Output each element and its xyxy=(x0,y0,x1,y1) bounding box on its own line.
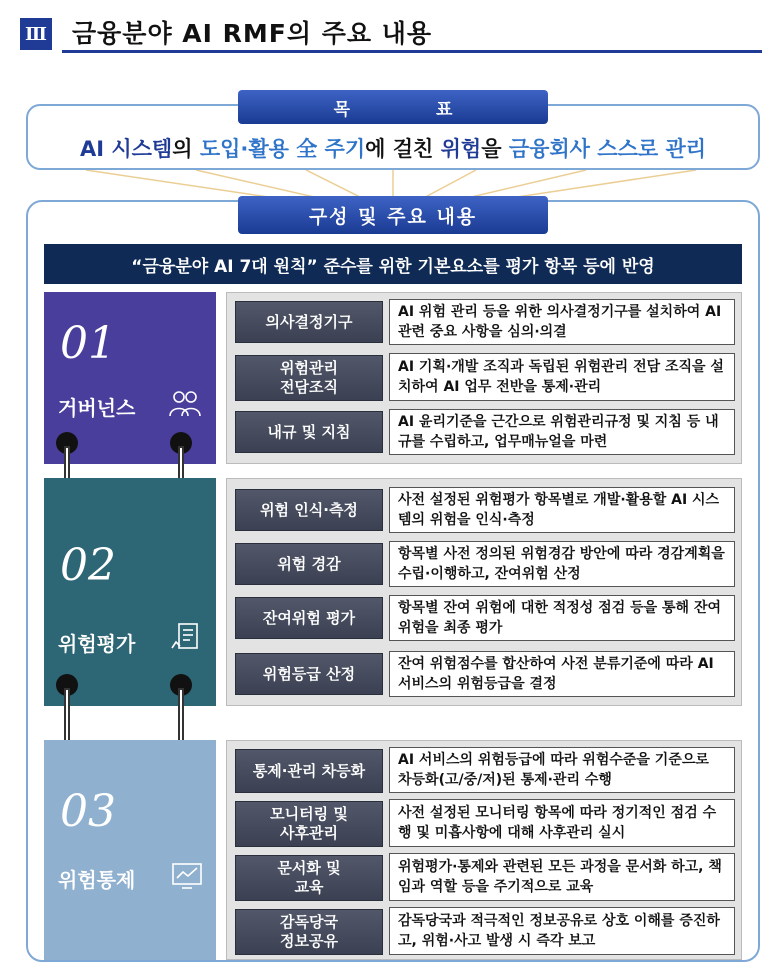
goal-part: 에 xyxy=(365,137,393,161)
goal-tab: 목 표 xyxy=(238,90,548,124)
section-03-panel xyxy=(44,740,216,960)
section-01-rows xyxy=(226,292,742,464)
section-label: 위험통제 xyxy=(58,868,136,892)
row-label: 통제·관리 차등화 xyxy=(235,749,383,793)
section-number: 01 xyxy=(60,318,116,369)
row-description: AI 서비스의 위험등급에 따라 위험수준을 기준으로 차등화(고/중/저)된 통제·관리 수행 xyxy=(389,747,735,793)
monitor-chart-icon xyxy=(170,860,204,890)
row-label: 내규 및 지침 xyxy=(235,411,383,453)
row-description: 사전 설정된 모니터링 항목에 따라 정기적인 점검 수행 및 미흡사항에 대해 사후관리 실시 xyxy=(389,799,735,847)
row-description: AI 기획·개발 조직과 독립된 위험관리 전담 조직을 설치하여 AI 업무 전반을 통제·관리 xyxy=(389,353,735,401)
section-02-panel xyxy=(44,478,216,706)
goal-part: 걸친 xyxy=(392,137,434,161)
title-underline xyxy=(62,50,762,53)
row-description: AI 위험 관리 등을 위한 의사결정기구를 설치하여 AI 관련 중요 사항을 심의·의결 xyxy=(389,299,735,345)
principles-banner: “금융분야 AI 7대 원칙” 준수를 위한 기본요소를 평가 항목 등에 반영 xyxy=(44,244,742,284)
row-description: 위험평가·통제와 관련된 모든 과정을 문서화 하고, 책임과 역할 등을 주기적으로 교육 xyxy=(389,853,735,901)
composition-tab: 구성 및 주요 내용 xyxy=(238,196,548,234)
section-03-rows xyxy=(226,740,742,960)
people-icon xyxy=(168,388,202,418)
row-description: 감독당국과 적극적인 정보공유로 상호 이해를 증진하고, 위험·사고 발생 시 즉각 보고 xyxy=(389,907,735,955)
ring-binder xyxy=(64,688,70,748)
row-label: 감독당국 정보공유 xyxy=(235,909,383,955)
row-description: 잔여 위험점수를 합산하여 사전 분류기준에 따라 AI 서비스의 위험등급을 결정 xyxy=(389,651,735,697)
row-description: 항목별 잔여 위험에 대한 적정성 점검 등을 통해 잔여위험을 최종 평가 xyxy=(389,595,735,641)
section-label: 거버넌스 xyxy=(58,396,136,420)
row-label: 위험관리 전담조직 xyxy=(235,355,383,401)
row-label: 모니터링 및 사후관리 xyxy=(235,801,383,847)
goal-part: 의 xyxy=(172,137,200,161)
section-numeral-badge: Ⅲ xyxy=(20,18,52,50)
row-label: 위험 인식·측정 xyxy=(235,489,383,531)
row-description: 항목별 사전 정의된 위험경감 방안에 따라 경감계획을 수립·이행하고, 잔여위험 산정 xyxy=(389,541,735,587)
row-label: 위험 경감 xyxy=(235,543,383,585)
row-description: 사전 설정된 위험평가 항목별로 개발·활용할 AI 시스템의 위험을 인식·측정 xyxy=(389,487,735,533)
goal-statement xyxy=(26,133,760,163)
ring-binder xyxy=(178,688,184,748)
row-label: 문서화 및 교육 xyxy=(235,855,383,901)
goal-part: 도입·활용 全 주기 xyxy=(199,137,366,161)
goal-part: AI 시스템 xyxy=(79,137,173,161)
section-label: 위험평가 xyxy=(58,632,136,656)
row-description: AI 윤리기준을 근간으로 위험관리규정 및 지침 등 내규를 수립하고, 업무매뉴얼을 마련 xyxy=(389,409,735,455)
section-number: 02 xyxy=(60,540,116,591)
row-label: 위험등급 산정 xyxy=(235,653,383,695)
row-label: 잔여위험 평가 xyxy=(235,597,383,639)
goal-part: 금융회사 스스로 관리 xyxy=(508,137,707,161)
page-title: 금융분야 AI RMF의 주요 내용 xyxy=(72,19,433,48)
document-check-icon xyxy=(170,622,204,652)
goal-part: 을 xyxy=(481,137,509,161)
section-number: 03 xyxy=(60,786,116,837)
goal-part xyxy=(433,137,440,161)
goal-part: 위험 xyxy=(440,137,482,161)
section-02-rows xyxy=(226,478,742,706)
row-label: 의사결정기구 xyxy=(235,301,383,343)
